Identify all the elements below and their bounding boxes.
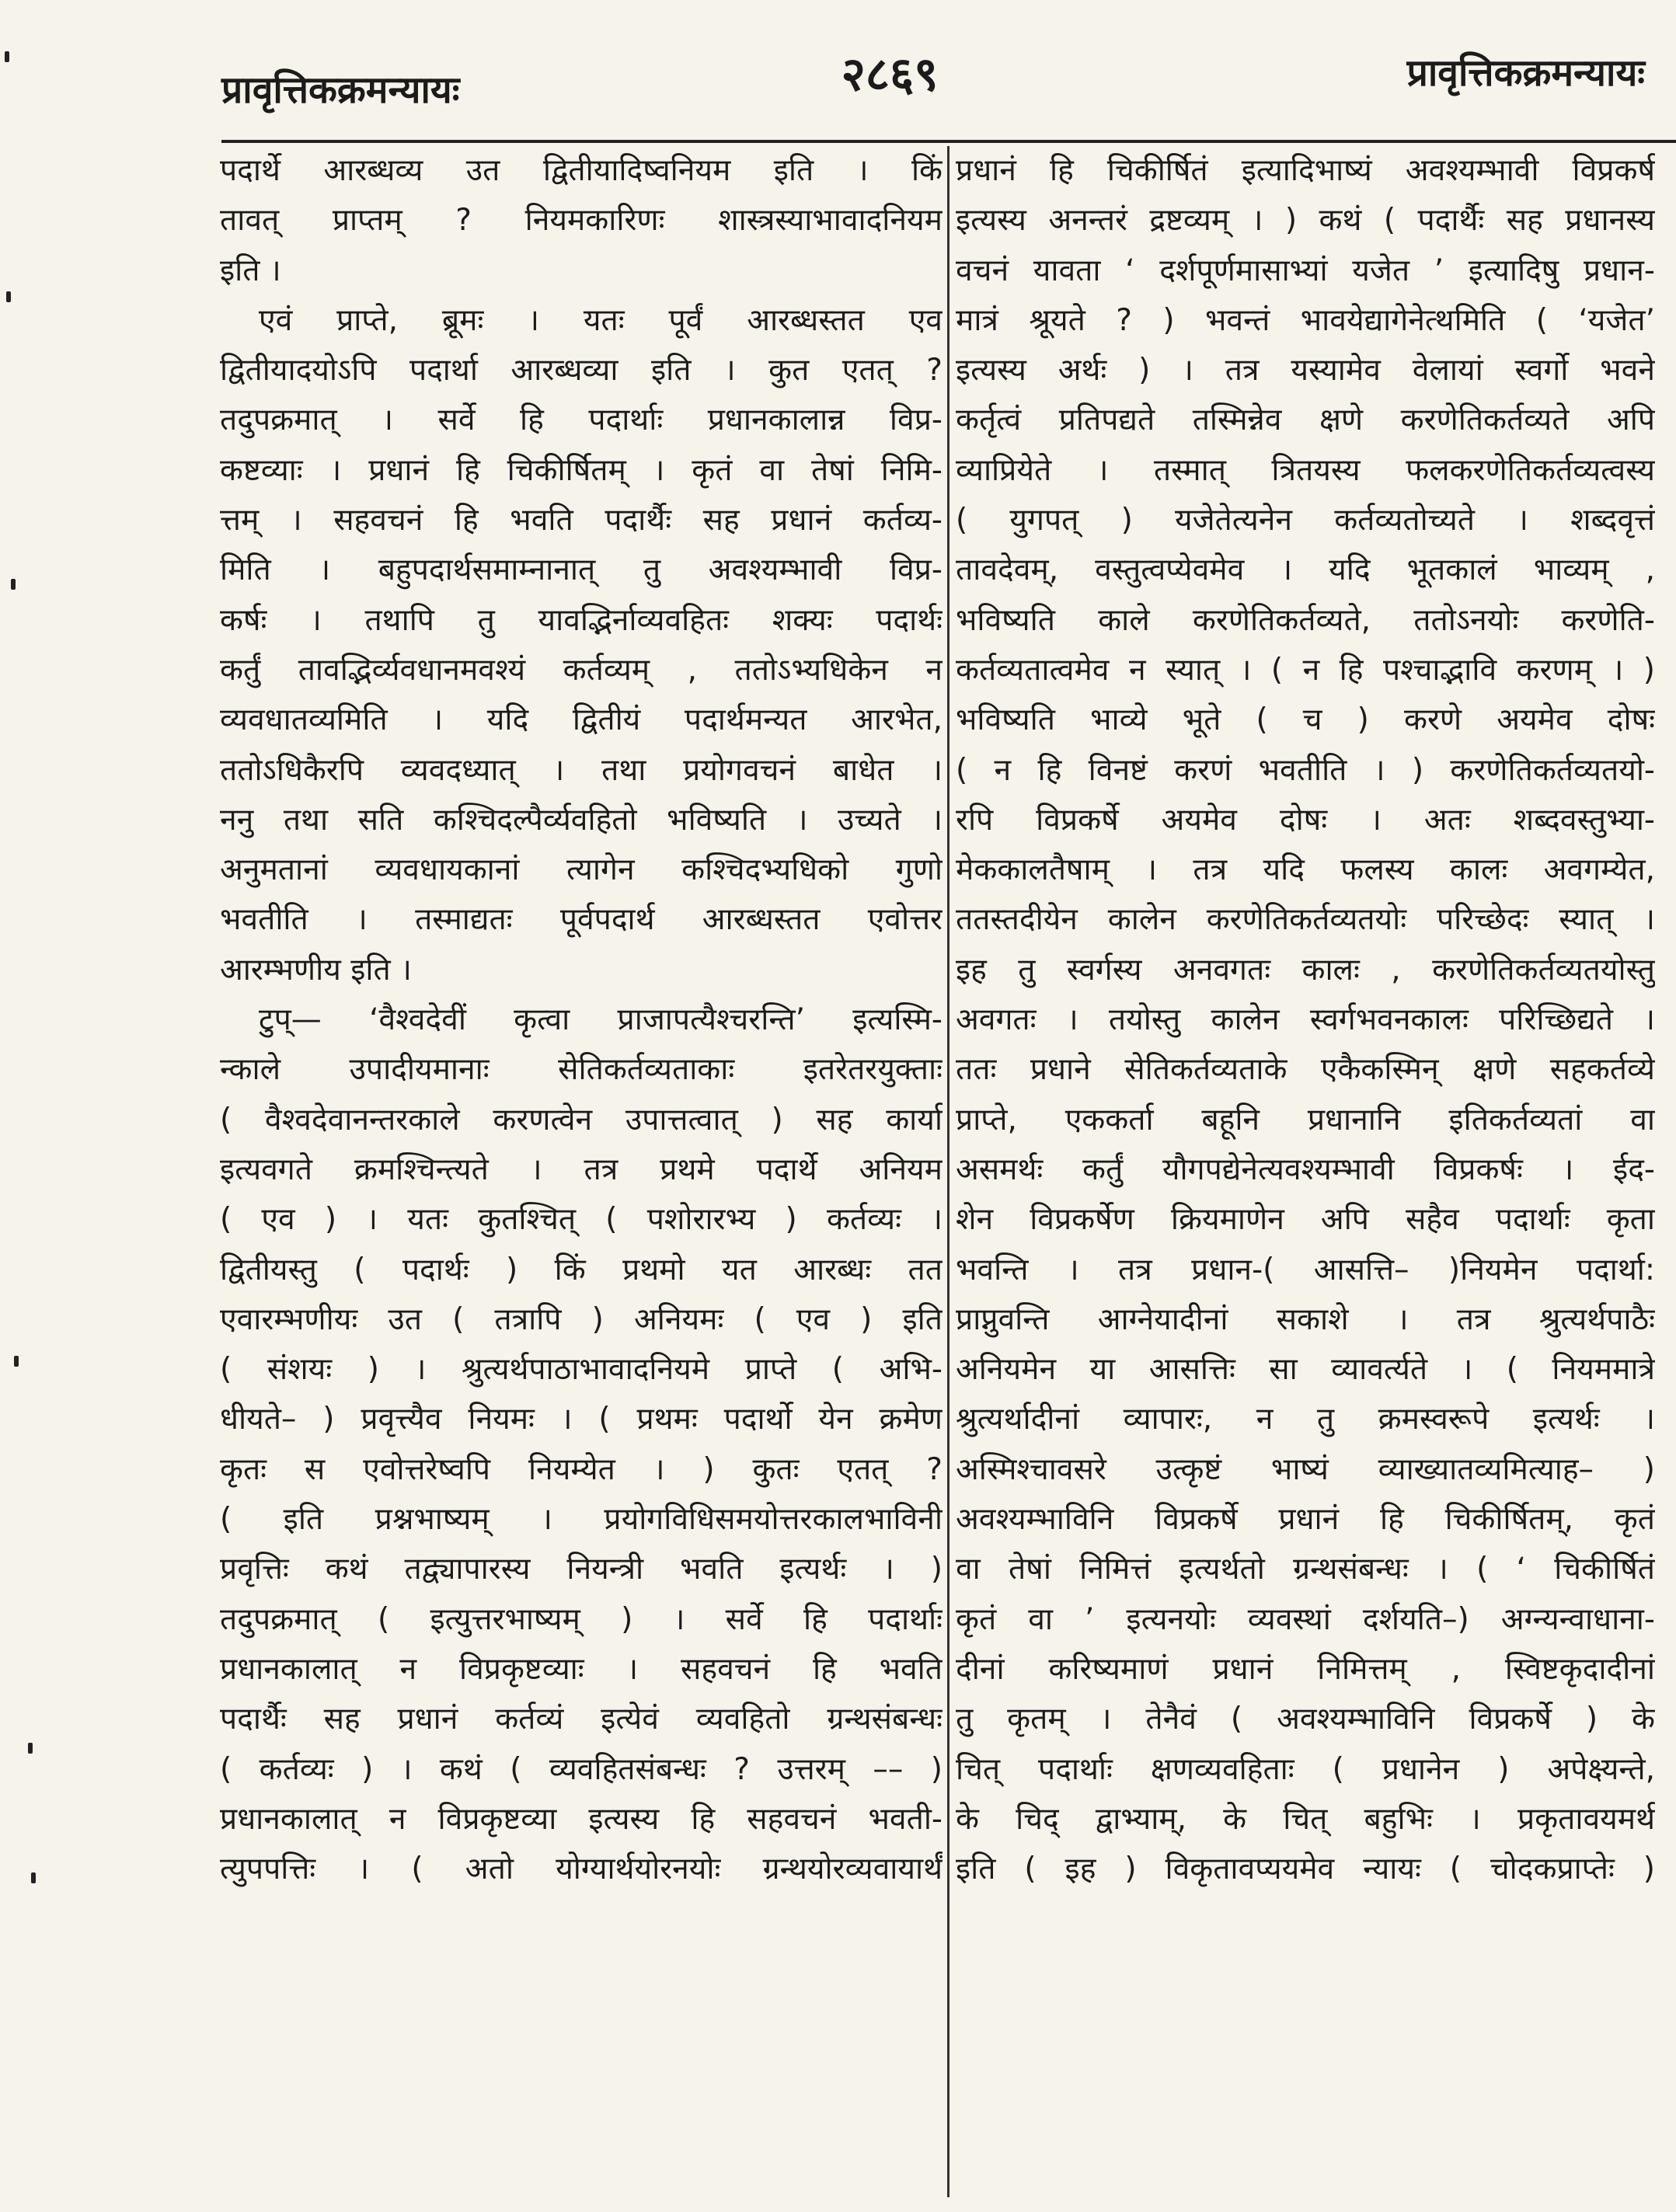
right-column-line: कृतं वा ’ इत्यनयोः व्यवस्थां दर्शयति–) अग्न्यन्वाधाना- bbox=[956, 1601, 1655, 1637]
right-column-line: अस्मिश्चावसरे उत्कृष्टं भाष्यं व्याख्यातव्यमित्याह– ) bbox=[956, 1451, 1655, 1487]
left-column-line: ( वैश्वदेवानन्तरकाले करणत्वेन उपात्तत्वात् ) सह कार्या bbox=[220, 1102, 943, 1137]
right-column-line: भविष्यति काले करणेतिकर्तव्यते, ततोऽनयोः करणेति- bbox=[956, 602, 1655, 638]
left-column-line: ननु तथा सति कश्चिदल्पैर्व्यवहितो भविष्यति । उच्यते । bbox=[220, 802, 943, 838]
header-right-title: प्रावृत्तिकक्रमन्यायः bbox=[1406, 51, 1645, 95]
right-column-line: व्याप्रियेते । तस्मात् त्रितयस्य फलकरणेतिकर्तव्यत्वस्य bbox=[956, 452, 1655, 488]
left-column-line: प्रधानकालात् न विप्रकृष्टव्या इत्यस्य हि सहवचनं भवती- bbox=[220, 1801, 943, 1837]
right-column-line: अवश्यम्भाविनि विप्रकर्षे प्रधानं हि चिकीर्षितम्, कृतं bbox=[956, 1502, 1655, 1538]
left-column-line: इत्यवगते क्रमश्चिन्त्यते । तत्र प्रथमे पदार्थे अनियम bbox=[220, 1151, 943, 1187]
right-column-line: दीनां करिष्यमाणं प्रधानं निमित्तम् , स्विष्टकृदादीनां bbox=[956, 1651, 1655, 1687]
right-column-line: अनियमेन या आसत्तिः सा व्यावर्त्यते । ( नियममात्रे bbox=[956, 1352, 1655, 1388]
left-column-line: इति । bbox=[220, 253, 281, 288]
left-column-line: धीयते– ) प्रवृत्त्यैव नियमः । ( प्रथमः पदार्थो येन क्रमेण bbox=[220, 1402, 943, 1437]
left-column-line: एवं प्राप्ते, ब्रूमः । यतः पूर्वं आरब्धस्तत एव bbox=[259, 302, 943, 338]
right-column-line: मेककालतैषाम् । तत्र यदि फलस्य कालः अवगम्येत, bbox=[956, 852, 1655, 888]
left-column-line: पदार्थे आरब्धव्य उत द्वितीयादिष्वनियम इति । किं bbox=[220, 153, 943, 188]
right-column-line: भवन्ति । तत्र प्रधान-( आसत्ति– )नियमेन पदार्था: bbox=[956, 1252, 1655, 1287]
right-column-line: ( न हि विनष्टं करणं भवतीति । ) करणेतिकर्तव्यतयो- bbox=[956, 752, 1655, 788]
right-column-line: ततः प्रधाने सेतिकर्तव्यताके एकैकस्मिन् क्षणे सहकर्तव्ये bbox=[956, 1052, 1655, 1088]
left-column-line: भवतीति । तस्माद्यतः पूर्वपदार्थ आरब्धस्तत एवोत्तर bbox=[220, 902, 943, 938]
left-column-line: मिति । बहुपदार्थसमाम्नानात् तु अवश्यम्भावी विप्र- bbox=[220, 552, 943, 588]
left-column-line: द्वितीयस्तु ( पदार्थः ) किं प्रथमो यत आरब्धः तत bbox=[220, 1252, 943, 1287]
left-column-line: ततोऽधिकैरपि व्यवदध्यात् । तथा प्रयोगवचनं बाधेत । bbox=[220, 752, 943, 788]
right-column bbox=[956, 146, 1655, 2197]
left-column-line: ( एव ) । यतः कुतश्चित् ( पशोरारभ्य ) कर्तव्यः । bbox=[220, 1202, 943, 1238]
left-column-line: न्काले उपादीयमानाः सेतिकर्तव्यताकाः इतरेतरयुक्ताः bbox=[220, 1052, 943, 1088]
right-column-line: असमर्थः कर्तुं यौगपद्येनेत्यवश्यम्भावी विप्रकर्षः । ईद- bbox=[956, 1151, 1655, 1187]
left-column-line: ( कर्तव्यः ) । कथं ( व्यवहितसंबन्धः ? उत्तरम् –– ) bbox=[220, 1751, 943, 1787]
left-column-line: कष्टव्याः । प्रधानं हि चिकीर्षितम् । कृतं वा तेषां निमि- bbox=[220, 452, 943, 488]
left-column-line: ( संशयः ) । श्रुत्यर्थपाठाभावादनियमे प्राप्ते ( अभि- bbox=[220, 1352, 943, 1388]
scan-mark bbox=[28, 1743, 33, 1754]
right-column-line: इह तु स्वर्गस्य अनवगतः कालः , करणेतिकर्तव्यतयोस्तु bbox=[956, 952, 1655, 988]
header-left-title: प्रावृत्तिकक्रमन्यायः bbox=[221, 68, 460, 112]
right-column-line: प्राप्नुवन्ति आग्नेयादीनां सकाशे । तत्र श्रुत्यर्थपाठैः bbox=[956, 1301, 1655, 1337]
right-column-line: वा तेषां निमित्तं इत्यर्थतो ग्रन्थसंबन्धः । ( ‘ चिकीर्षितं bbox=[956, 1552, 1655, 1587]
left-column-line: प्रधानकालात् न विप्रकृष्टव्याः । सहवचनं हि भवति bbox=[220, 1651, 943, 1687]
right-column-line: इति ( इह ) विकृतावप्ययमेव न्यायः ( चोदकप्राप्तेः ) bbox=[956, 1851, 1655, 1887]
scan-mark bbox=[11, 579, 16, 590]
left-column-line: त्तम् । सहवचनं हि भवति पदार्थैः सह प्रधानं कर्तव्य- bbox=[220, 503, 943, 538]
right-column-line: के चिद् द्वाभ्याम्, के चित् बहुभिः । प्रकृतावयमर्थ bbox=[956, 1801, 1655, 1837]
scan-mark bbox=[6, 291, 11, 302]
right-column-line: प्रधानं हि चिकीर्षितं इत्यादिभाष्यं अवश्यम्भावी विप्रकर्ष bbox=[956, 153, 1655, 188]
right-column-line: ( युगपत् ) यजेतेत्यनेन कर्तव्यतोच्यते । शब्दवृत्तं bbox=[956, 503, 1655, 538]
right-column-line: कर्तव्यतात्वमेव न स्यात् । ( न हि पश्चाद्भावि करणम् । ) bbox=[956, 652, 1655, 688]
right-column-line: तु कृतम् । तेनैवं ( अवश्यम्भाविनि विप्रकर्षे ) के bbox=[956, 1702, 1655, 1737]
left-column-line: तावत् प्राप्तम् ? नियमकारिणः शास्त्रस्याभावादनियम bbox=[220, 203, 943, 239]
left-column-line: त्युपपत्तिः । ( अतो योग्यार्थयोरनयोः ग्रन्थयोरव्यवायार्थं bbox=[220, 1851, 943, 1887]
left-column bbox=[220, 146, 943, 2197]
left-column-line: कृतः स एवोत्तरेष्वपि नियम्येत । ) कुतः एतत् ? bbox=[220, 1451, 943, 1487]
header-rule bbox=[221, 140, 1676, 143]
right-column-line: कर्तृत्वं प्रतिपद्यते तस्मिन्नेव क्षणे करणेतिकर्तव्यते अपि bbox=[956, 402, 1655, 438]
scan-mark bbox=[31, 1872, 36, 1883]
scan-mark bbox=[14, 1356, 19, 1367]
right-column-line: भविष्यति भाव्ये भूते ( च ) करणे अयमेव दोषः bbox=[956, 702, 1655, 738]
left-column-line: आरम्भणीय इति । bbox=[220, 952, 412, 988]
right-column-line: अवगतः । तयोस्तु कालेन स्वर्गभवनकालः परिच्छिद्यते । bbox=[956, 1002, 1655, 1038]
right-column-line: श्रुत्यर्थादीनां व्यापारः, न तु क्रमस्वरूपे इत्यर्थः । bbox=[956, 1402, 1655, 1437]
right-column-line: मात्रं श्रूयते ? ) भवन्तं भावयेद्यागेनेत्थमिति ( ‘यजेत’ bbox=[956, 302, 1655, 338]
right-column-line: तावदेवम्, वस्तुत्वप्येवमेव । यदि भूतकालं भाव्यम् , bbox=[956, 552, 1655, 588]
column-divider bbox=[947, 146, 950, 2197]
right-column-line: रपि विप्रकर्षे अयमेव दोषः । अतः शब्दवस्तुभ्या- bbox=[956, 802, 1655, 838]
left-column-line: ( इति प्रश्नभाष्यम् । प्रयोगविधिसमयोत्तरकालभाविनी bbox=[220, 1502, 943, 1538]
left-column-line: तदुपक्रमात् ( इत्युत्तरभाष्यम् ) । सर्वे हि पदार्थाः bbox=[220, 1601, 943, 1637]
right-column-line: इत्यस्य अर्थः ) । तत्र यस्यामेव वेलायां स्वर्गो भवने bbox=[956, 353, 1655, 388]
right-column-line: इत्यस्य अनन्तरं द्रष्टव्यम् । ) कथं ( पदार्थैः सह प्रधानस्य bbox=[956, 203, 1655, 239]
left-column-line: व्यवधातव्यमिति । यदि द्वितीयं पदार्थमन्यत आरभेत, bbox=[220, 702, 943, 738]
left-column-line: प्रवृत्तिः कथं तद्व्यापारस्य नियन्त्री भवति इत्यर्थः । ) bbox=[220, 1552, 943, 1587]
page-number: २८६९ bbox=[841, 47, 939, 102]
left-column-line: तदुपक्रमात् । सर्वे हि पदार्थाः प्रधानकालान्न विप्र- bbox=[220, 402, 943, 438]
left-column-line: द्वितीयादयोऽपि पदार्था आरब्धव्या इति । कुत एतत् ? bbox=[220, 353, 943, 388]
right-column-line: शेन विप्रकर्षेण क्रियमाणेन अपि सहैव पदार्थाः कृता bbox=[956, 1202, 1655, 1238]
right-column-line: वचनं यावता ‘ दर्शपूर्णमासाभ्यां यजेत ’ इत्यादिषु प्रधान- bbox=[956, 253, 1655, 288]
right-column-line: चित् पदार्थाः क्षणव्यवहिताः ( प्रधानेन ) अपेक्ष्यन्ते, bbox=[956, 1751, 1655, 1787]
left-column-line: कर्तुं तावद्भिर्व्यवधानमवश्यं कर्तव्यम् , ततोऽभ्यधिकेन न bbox=[220, 652, 943, 688]
right-column-line: प्राप्ते, एककर्ता बहूनि प्रधानानि इतिकर्तव्यतां वा bbox=[956, 1102, 1655, 1137]
left-column-line: कर्षः । तथापि तु यावद्भिर्नाव्यवहितः शक्यः पदार्थः bbox=[220, 602, 943, 638]
left-column-line: पदार्थैः सह प्रधानं कर्तव्यं इत्येवं व्यवहितो ग्रन्थसंबन्धः bbox=[220, 1702, 943, 1737]
running-header bbox=[0, 40, 1676, 134]
left-column-line: टुप्— ‘वैश्वदेवीं कृत्वा प्राजापत्यैश्चरन्ति’ इत्यस्मि- bbox=[259, 1002, 943, 1038]
left-column-line: अनुमतानां व्यवधायकानां त्यागेन कश्चिदभ्यधिको गुणो bbox=[220, 852, 943, 888]
left-column-line: एवारम्भणीयः उत ( तत्रापि ) अनियमः ( एव ) इति bbox=[220, 1301, 943, 1337]
right-column-line: ततस्तदीयेन कालेन करणेतिकर्तव्यतयोः परिच्छेदः स्यात् । bbox=[956, 902, 1655, 938]
